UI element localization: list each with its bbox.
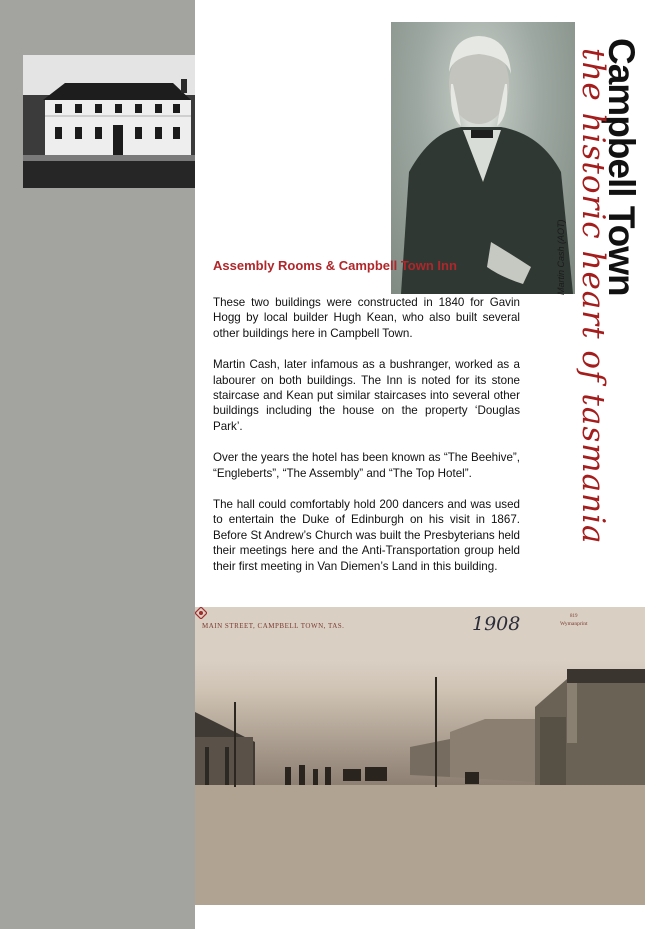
- postcard-publisher: Wymanprint: [560, 621, 588, 627]
- postcard-year: 1908: [472, 613, 521, 635]
- martin-cash-portrait: [391, 22, 575, 294]
- page-subtitle: the historic heart of tasmania: [575, 48, 611, 545]
- paragraph: The hall could comfortably hold 200 dancers and was used to entertain the Duke of Edinburgh on his visit in 1867. Before St Andrew’s Church was built the Presbyterians held their meetings here and the Anti-Transportation group held their first meeting in Van Diemen’s Land in this building.: [213, 498, 520, 573]
- postcard-caption: MAIN STREET, CAMPBELL TOWN, TAS.: [202, 622, 345, 630]
- assembly-rooms-photo: [23, 55, 195, 188]
- article-heading: Assembly Rooms & Campbell Town Inn: [213, 258, 457, 273]
- page-title: Campbell Town: [601, 38, 642, 296]
- postcard-number: 819: [570, 614, 578, 619]
- paragraph: These two buildings were constructed in 1840 for Gavin Hogg by local builder Hugh Kean, who also built several other buildings here in Campbell Town.: [213, 296, 520, 340]
- main-street-postcard: [195, 607, 645, 905]
- paragraph: Martin Cash, later infamous as a bushranger, worked as a labourer on both buildings. The Inn is noted for its stone staircase and Kean put similar staircases into several other buildings including the house on the property ‘Douglas Park’.: [213, 358, 520, 433]
- paragraph: Over the years the hotel has been known as “The Beehive”, “Engleberts”, “The Assembly” and “The Top Hotel”.: [213, 451, 520, 480]
- publisher-logo-icon: [195, 607, 207, 619]
- article-body: [213, 295, 520, 590]
- portrait-caption: Martin Cash (AOT): [556, 219, 566, 295]
